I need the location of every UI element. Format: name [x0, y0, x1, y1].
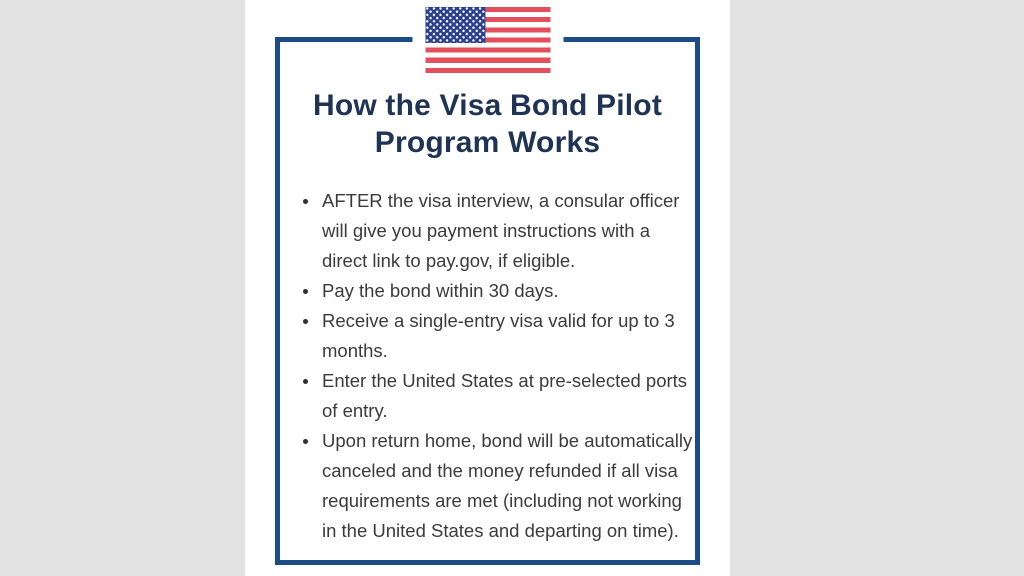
list-item-payment-instructions: • AFTER the visa interview, a consular officer will give you payment instructions with a direct link to pay.gov, if eligible.	[320, 186, 693, 276]
program-frame-border	[275, 37, 700, 565]
page-title	[280, 87, 695, 161]
us-flag-icon	[412, 7, 563, 73]
us-flag-canton	[425, 7, 485, 43]
us-flag-stripes	[425, 7, 550, 73]
list-item-ports-of-entry: • Enter the United States at pre-selected ports of entry.	[320, 366, 693, 426]
steps-list	[280, 186, 695, 546]
page-title-line-2: Program Works	[374, 126, 601, 159]
list-item-single-entry-visa: • Receive a single-entry visa valid for up to 3 months.	[320, 306, 693, 366]
page-title-line-1: How the Visa Bond Pilot	[312, 89, 663, 122]
infographic-card	[245, 0, 730, 576]
list-item-pay-bond: • Pay the bond within 30 days.	[320, 276, 693, 306]
list-item-bond-refund: • Upon return home, bond will be automatically canceled and the money refunded if all visa requirements are met (including not working in the United States and departing on time).	[320, 426, 693, 546]
